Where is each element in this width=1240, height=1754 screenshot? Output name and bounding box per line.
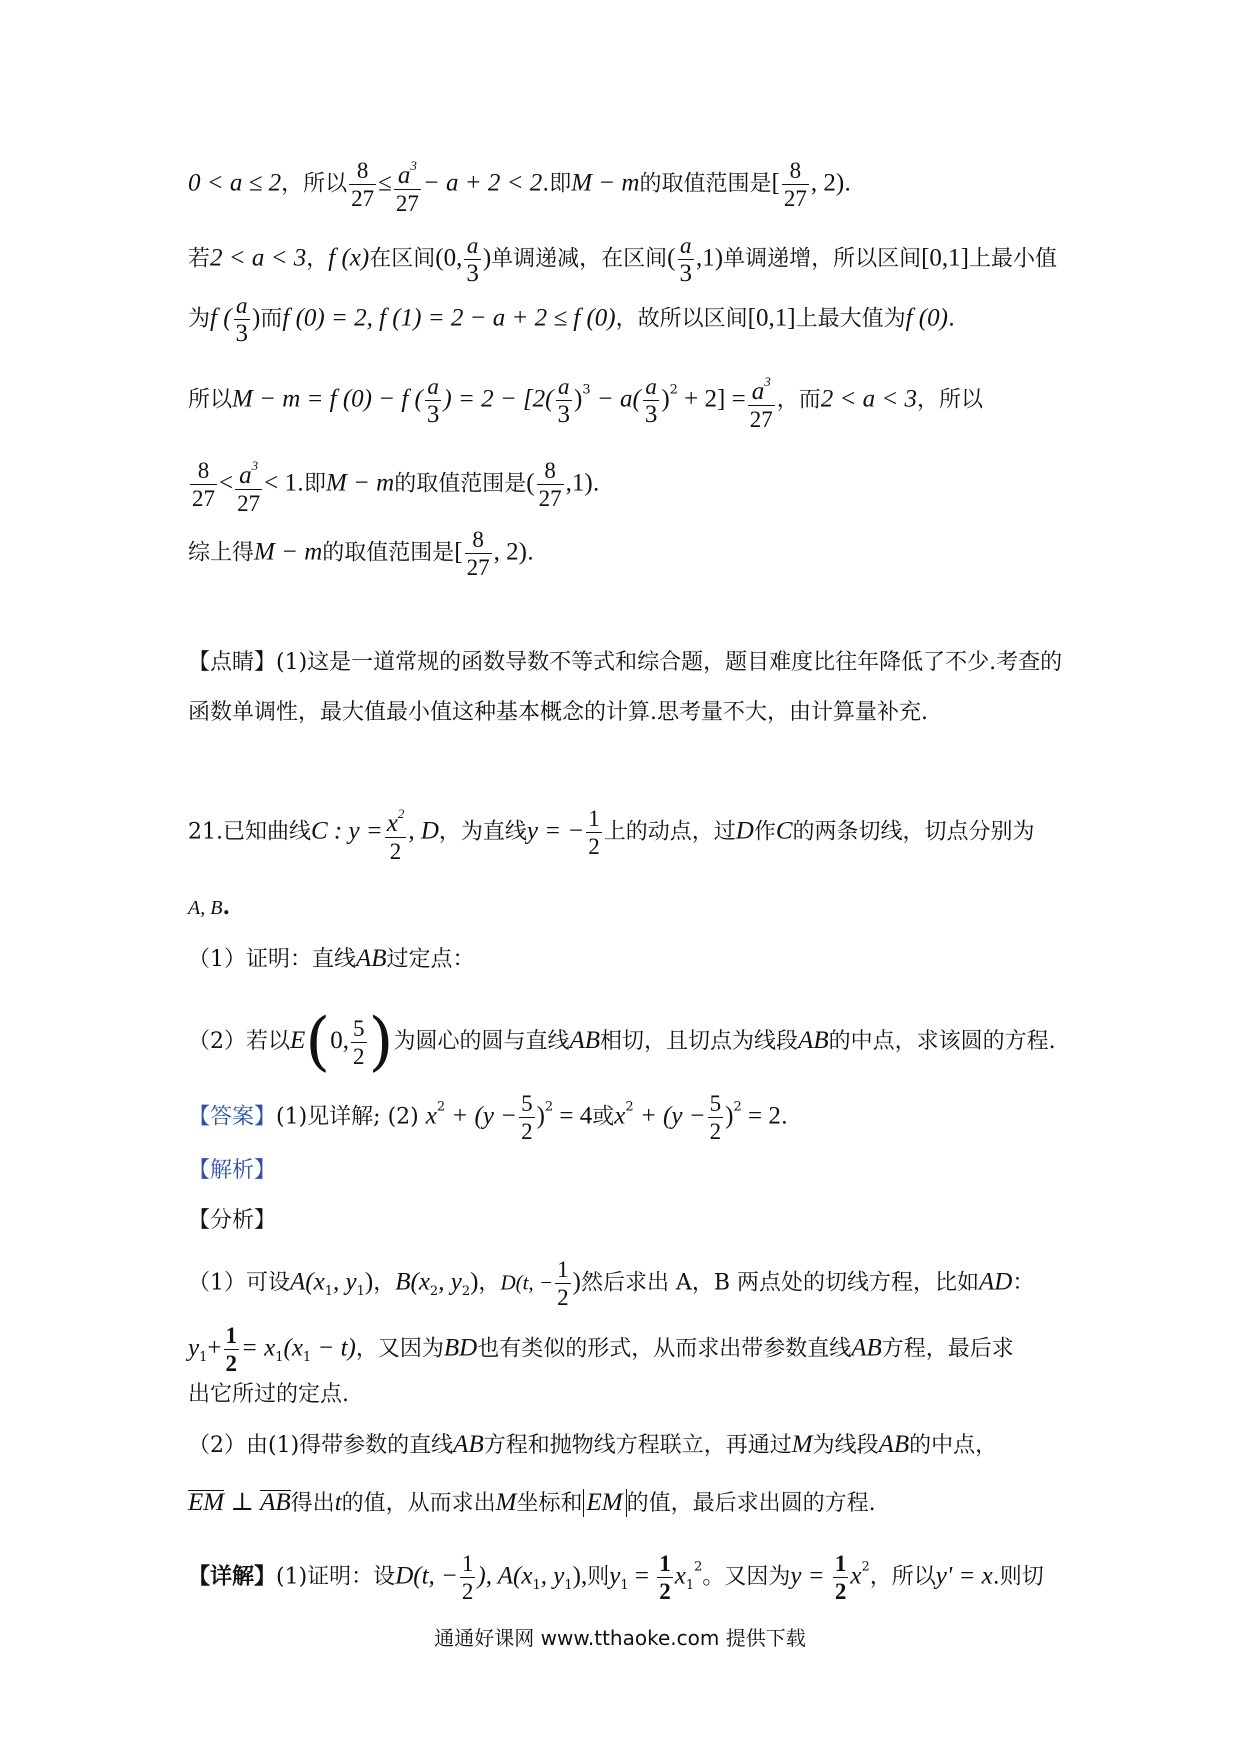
math: D(t, − (500, 1270, 554, 1295)
math: ) = 2 − [2( (443, 385, 554, 413)
detail-tag: 【详解】 (188, 1563, 277, 1590)
denominator: 2 (659, 1579, 671, 1604)
math: f (x) (328, 244, 370, 272)
text: ，所以 (869, 1564, 936, 1590)
text-line (188, 1380, 349, 1410)
footer: 通通好课网 www.tthaoke.com 提供下载 (434, 1626, 806, 1650)
math: A, B (188, 897, 223, 919)
math: ) (252, 304, 261, 332)
text-line (188, 1256, 1034, 1311)
math: AB (356, 945, 387, 972)
text-line (188, 368, 983, 433)
paren: ) (368, 1005, 394, 1079)
fraction (748, 368, 775, 433)
denominator: 27 (783, 186, 807, 211)
text: 然后求出 A，B 两点处的切线方程，比如 (580, 1270, 979, 1296)
fraction (586, 805, 602, 860)
fraction (385, 800, 407, 865)
text: 单调递增，所以区间 (723, 246, 922, 272)
numerator: a (239, 462, 252, 489)
math: ) (661, 385, 670, 413)
math: ) (482, 244, 492, 272)
denominator: 3 (235, 320, 249, 347)
text: . (592, 471, 600, 497)
denominator: 2 (557, 1285, 569, 1310)
fraction (460, 1550, 476, 1605)
numerator: 1 (557, 1257, 569, 1282)
math: ) (470, 1268, 479, 1296)
text: 的值，从而求出 (341, 1491, 496, 1516)
numerator: a (643, 373, 660, 401)
fraction (465, 526, 492, 581)
denominator: 3 (644, 401, 658, 428)
math: ) (536, 1102, 545, 1130)
text-line (188, 1005, 1056, 1079)
text: 或 (592, 1104, 615, 1130)
numerator: 8 (190, 457, 217, 485)
math: x (850, 1562, 862, 1590)
subscript: 1 (620, 1577, 629, 1593)
text-line (188, 1322, 1014, 1377)
math: = (628, 1562, 656, 1590)
superscript: 2 (669, 382, 678, 398)
numerator: a (464, 232, 481, 260)
text: 为 (188, 306, 211, 332)
math: − a( (590, 385, 641, 413)
math: − t) (311, 1334, 356, 1362)
math: 2 < a < 3 (210, 244, 307, 272)
math: ), (572, 1562, 588, 1590)
numerator: x (386, 810, 398, 837)
superscript: 3 (410, 158, 417, 173)
text: (1)见详解; (2) (276, 1104, 426, 1130)
analysis-tag (188, 1156, 276, 1186)
math: , D (408, 817, 439, 845)
text: ，又因为 (355, 1336, 444, 1362)
superscript: 2 (733, 1099, 742, 1115)
math: M − m (571, 169, 640, 197)
numerator: a (751, 378, 765, 405)
text: （1）可设 (188, 1270, 290, 1296)
subscript: 1 (302, 1349, 312, 1365)
numerator: a (234, 292, 251, 320)
math: < (219, 469, 234, 497)
denominator: 27 (749, 407, 773, 432)
denominator: 27 (237, 491, 261, 516)
math: AD (978, 1268, 1013, 1296)
numerator: a (397, 162, 411, 189)
denominator: 3 (426, 401, 440, 428)
text: （2）若以 (188, 1029, 290, 1054)
text: 上的动点，过 (603, 819, 736, 845)
text-line (188, 152, 851, 217)
text: . (526, 540, 534, 566)
math: f ( (210, 304, 232, 332)
text: 则 (587, 1564, 610, 1590)
superscript: 2 (436, 1099, 446, 1115)
denominator: 2 (709, 1119, 722, 1144)
math: , y (540, 1562, 565, 1590)
denominator: 3 (557, 401, 570, 428)
math: ) (364, 1268, 374, 1296)
math: AB (878, 1431, 910, 1458)
text: 的两条切线，切点分别为 (792, 819, 1035, 845)
fraction (643, 373, 660, 428)
text: 作 (753, 819, 776, 845)
numerator: 8 (349, 157, 376, 185)
subscript: 1 (564, 1577, 573, 1593)
fraction (351, 1015, 367, 1070)
math: + (207, 1334, 222, 1362)
fraction (425, 373, 442, 428)
fraction (833, 1550, 849, 1605)
math: M − m (254, 538, 323, 566)
text: （2）由(1)得带参数的直线 (188, 1433, 454, 1458)
text: .即 (296, 471, 326, 497)
question-title (188, 800, 1035, 865)
numerator: 5 (709, 1091, 722, 1116)
fraction (235, 452, 262, 517)
text: 综上得 (188, 540, 255, 566)
text: . (947, 306, 955, 332)
numerator: 1 (588, 806, 600, 831)
math: EM (188, 1489, 225, 1516)
math: AB (453, 1431, 484, 1458)
denominator: 2 (588, 834, 600, 859)
text-line (188, 648, 1062, 678)
text: 若 (188, 246, 211, 272)
superscript: 3 (764, 374, 771, 389)
superscript: 2 (861, 1559, 870, 1575)
math: ,1) (696, 244, 724, 272)
math: M − m (325, 469, 395, 497)
math: AB (798, 1027, 829, 1054)
text: 为圆心的圆与直线 (393, 1029, 570, 1054)
text: 上最大值为 (795, 306, 906, 332)
math: B(x (395, 1268, 430, 1296)
text: 方程和抛物线方程联立，再通过 (483, 1433, 792, 1458)
superscript: 3 (251, 458, 259, 473)
numerator: 1 (659, 1551, 671, 1576)
denominator: 2 (521, 1119, 533, 1144)
fraction (464, 232, 481, 287)
denominator: 2 (834, 1579, 847, 1604)
math: AB (851, 1334, 882, 1362)
fraction (657, 1550, 673, 1605)
math: [0,1] (747, 304, 796, 332)
text: 在区间 (369, 246, 436, 272)
numerator: 8 (782, 157, 809, 185)
subscript: 1 (275, 1349, 284, 1365)
fraction (349, 157, 376, 212)
text: .则切 (992, 1564, 1044, 1590)
math: − a + 2 < 2 (422, 169, 543, 197)
text: 单调递减，在区间 (491, 246, 668, 272)
math: y = − (526, 817, 585, 845)
denominator: 2 (461, 1579, 474, 1604)
math: (0, (435, 244, 463, 272)
numerator: 1 (834, 1551, 847, 1576)
math: BD (443, 1334, 478, 1362)
math: M (495, 1489, 517, 1516)
numerator: 5 (353, 1015, 365, 1041)
text: ，所以 (281, 171, 348, 197)
text-line (188, 292, 955, 347)
math: , y (332, 1268, 357, 1296)
math: = x (241, 1334, 276, 1362)
math: D (735, 817, 754, 845)
math: ≤ (378, 169, 392, 197)
text: . (844, 171, 852, 197)
math: y (609, 1562, 621, 1590)
fraction (708, 1090, 724, 1145)
text: ， (478, 1270, 501, 1296)
text: 函数单调性，最大值最小值这种基本概念的计算.思考量不大，由计算量补充. (188, 700, 928, 725)
math: = 4 (553, 1102, 593, 1130)
text: 。又因为 (702, 1564, 791, 1590)
fraction (556, 373, 573, 428)
text: 也有类似的形式，从而求出带参数直线 (477, 1336, 852, 1362)
fraction (555, 1256, 571, 1311)
text-line (188, 1488, 876, 1519)
math: ( (667, 244, 676, 272)
breakdown-tag (188, 1206, 276, 1236)
math: (x (283, 1334, 303, 1362)
text: 的取值范围是 (322, 540, 455, 566)
text: 坐标和 (516, 1491, 583, 1516)
fraction (224, 1322, 240, 1377)
fraction (190, 457, 217, 512)
subscript: 1 (532, 1577, 541, 1593)
numerator: 5 (521, 1091, 533, 1116)
text-line (188, 526, 534, 581)
text: . (780, 1104, 788, 1130)
denominator: 27 (192, 486, 215, 511)
text-line (188, 1430, 997, 1461)
math: C : y = (311, 817, 383, 845)
math: M − m = f (0) − f ( (232, 385, 423, 413)
text-line (188, 1550, 1044, 1605)
denominator: 3 (466, 260, 479, 287)
fraction (678, 232, 695, 287)
text: ，为直线 (438, 819, 527, 845)
text-line (188, 232, 1057, 287)
superscript: 2 (625, 1099, 634, 1115)
numerator: 8 (465, 526, 492, 554)
text-line (188, 944, 475, 975)
text: ， (306, 246, 329, 272)
math: + (y − (445, 1102, 518, 1130)
numerator: a (556, 373, 573, 401)
math: < 1 (264, 469, 297, 497)
math: x (425, 1102, 437, 1130)
math: M (791, 1431, 813, 1458)
math: y = (790, 1562, 831, 1590)
text: 的值，最后求出圆的方程. (626, 1491, 876, 1516)
text: 出它所过的定点. (188, 1382, 349, 1407)
math: 2 < a < 3 (820, 385, 917, 413)
math: [ (454, 538, 463, 566)
superscript: 2 (397, 806, 405, 821)
math: ) (574, 385, 583, 413)
fraction (537, 457, 564, 512)
text: 过定点： (386, 947, 475, 972)
math: ,1) (565, 469, 593, 497)
math: f (0) = 2, f (1) = 2 − a + 2 ≤ f (0) (282, 304, 616, 332)
answer-tag: 【答案】 (188, 1104, 277, 1130)
text: ，而 (776, 387, 821, 413)
text: 【解析】 (188, 1158, 277, 1183)
numerator: a (678, 232, 695, 260)
text-line (188, 892, 230, 923)
math: x (614, 1102, 626, 1130)
math: EM (583, 1489, 627, 1517)
text: . (222, 894, 231, 920)
text: 的取值范围是 (639, 171, 772, 197)
math: y (188, 1334, 200, 1362)
text: 相切，且切点为线段 (600, 1029, 799, 1054)
text: 为线段 (812, 1433, 879, 1458)
text: ， (373, 1270, 396, 1296)
superscript: 2 (694, 1559, 703, 1575)
text: 【分析】 (188, 1208, 277, 1233)
text: ，故所以区间 (615, 306, 748, 332)
numerator: 1 (461, 1551, 474, 1576)
fraction (782, 157, 809, 212)
text: 【点睛】(1)这是一道常规的函数导数不等式和综合题，题目难度比往年降低了不少.考查的 (188, 650, 1063, 675)
text: (1)证明：设 (276, 1564, 396, 1590)
fraction (234, 292, 251, 347)
text: 方程，最后求 (881, 1336, 1014, 1362)
numerator: 1 (225, 1323, 237, 1348)
math: f (0) (905, 304, 948, 332)
text: 的取值范围是 (394, 471, 527, 497)
denominator: 2 (225, 1351, 237, 1376)
math: AB (260, 1489, 291, 1516)
subscript: 1 (324, 1283, 333, 1299)
denominator: 27 (351, 186, 375, 211)
math: x (674, 1562, 686, 1590)
math: C (775, 817, 793, 845)
fraction (519, 1090, 535, 1145)
math: ( (526, 469, 535, 497)
text: 21.已知曲线 (188, 819, 311, 845)
subscript: 1 (356, 1283, 365, 1299)
math: 0, (330, 1027, 349, 1054)
text: 上最小值 (969, 246, 1058, 272)
text: ： (1012, 1270, 1035, 1296)
text-line (188, 452, 600, 517)
superscript: 3 (582, 382, 591, 398)
subscript: 2 (461, 1283, 471, 1299)
math: A(x (290, 1268, 325, 1296)
paren: ( (305, 1005, 331, 1079)
math: + (y − (633, 1102, 706, 1130)
superscript: 2 (544, 1099, 554, 1115)
numerator: 8 (537, 457, 564, 485)
denominator: 2 (353, 1043, 365, 1069)
math: ) (725, 1102, 734, 1130)
math: D(t, − (395, 1562, 458, 1590)
math: , 2) (810, 169, 845, 197)
math: , y (438, 1268, 462, 1296)
denominator: 2 (389, 839, 402, 864)
text: 的中点，求该圆的方程. (828, 1029, 1056, 1054)
math: E (290, 1027, 306, 1054)
math: ⊥ (224, 1489, 261, 1516)
math: ) (572, 1268, 581, 1296)
denominator: 27 (466, 555, 490, 580)
math: ), A(x (477, 1562, 533, 1590)
math: [0,1] (921, 244, 969, 272)
denominator: 3 (679, 260, 692, 287)
math: + 2] = (677, 385, 746, 413)
text-line (188, 698, 928, 728)
subscript: 2 (429, 1283, 439, 1299)
math: , 2) (493, 538, 527, 566)
denominator: 27 (395, 191, 419, 216)
math: t (334, 1489, 342, 1516)
fraction (394, 152, 421, 217)
text: ，所以 (916, 387, 983, 413)
math: AB (569, 1027, 601, 1054)
math: [ (771, 169, 780, 197)
numerator: a (425, 373, 442, 401)
answer-line (188, 1090, 788, 1145)
text: 而 (260, 306, 283, 332)
subscript: 1 (199, 1349, 208, 1365)
subscript: 1 (685, 1577, 695, 1593)
text: 得出 (290, 1491, 335, 1516)
text: （1）证明：直线 (188, 947, 356, 972)
math: = 2 (741, 1102, 781, 1130)
math: 0 < a ≤ 2 (188, 169, 282, 197)
denominator: 27 (538, 486, 562, 511)
math: y' = x (935, 1562, 993, 1590)
text: 的中点， (909, 1433, 998, 1458)
text: 所以 (188, 387, 233, 413)
text: .即 (542, 171, 572, 197)
